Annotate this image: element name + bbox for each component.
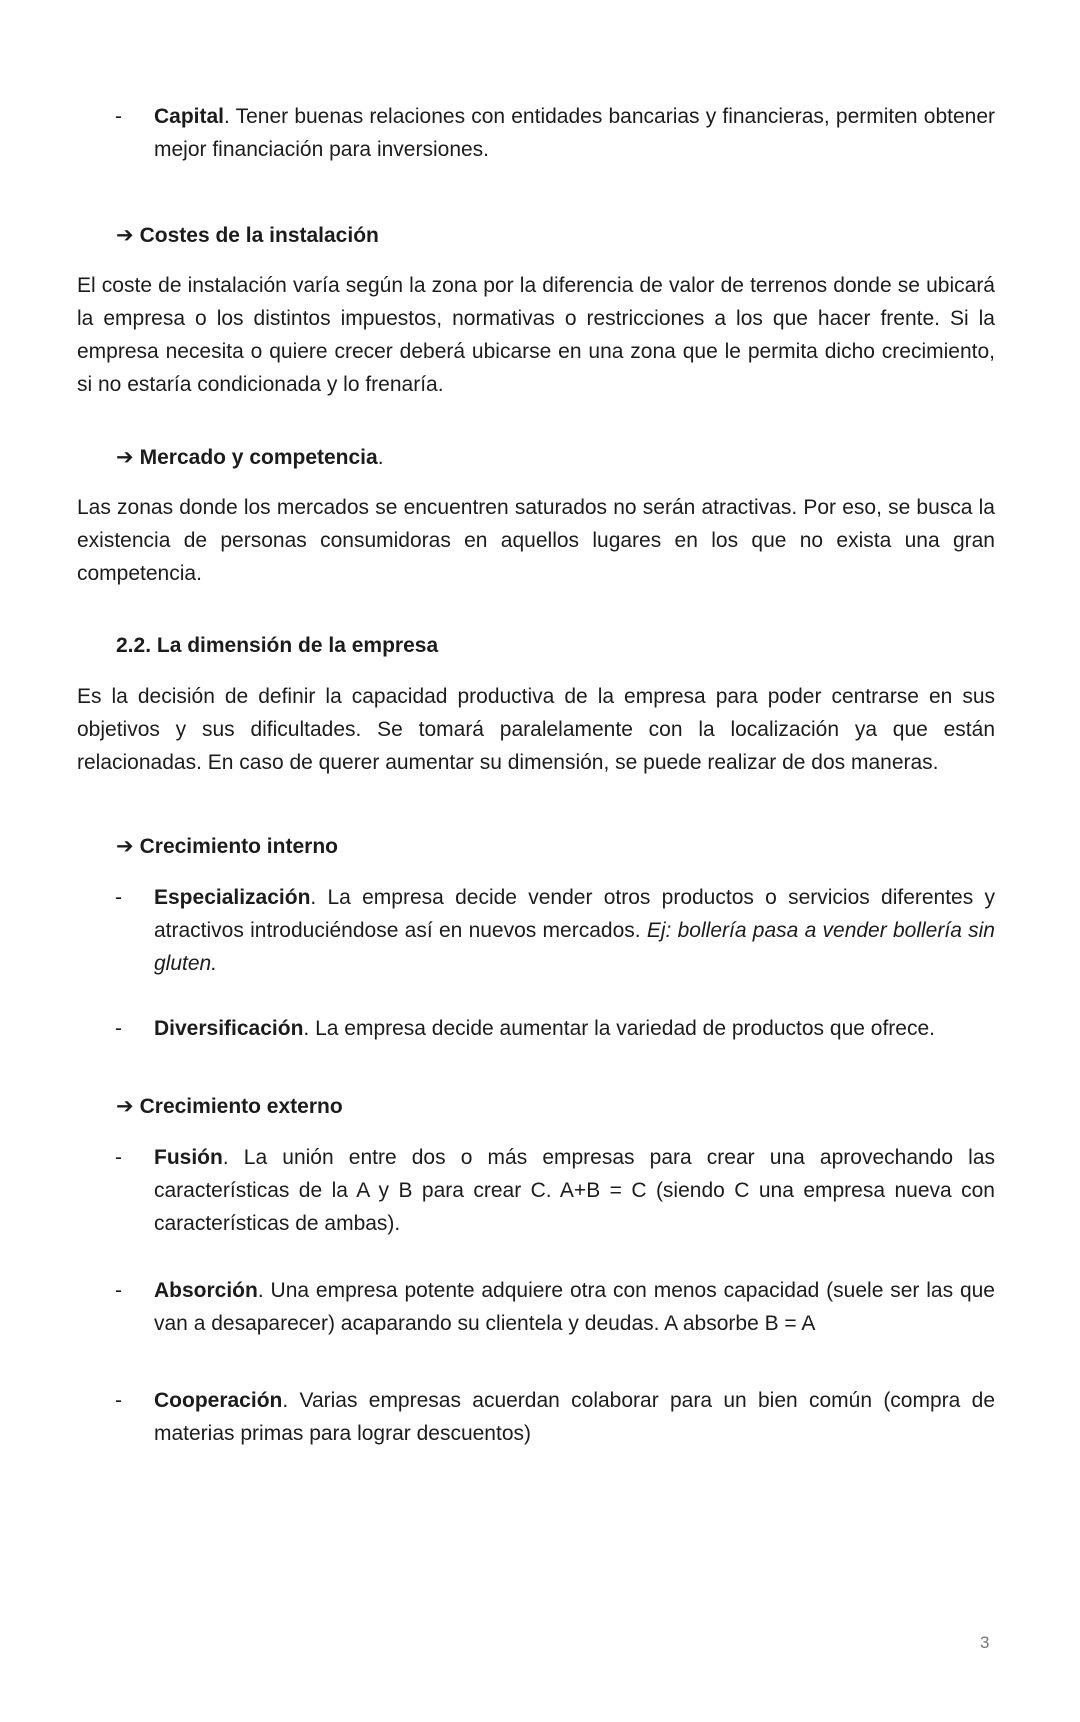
especializacion-example: Ej: bollería pasa a vender bollería sin gluten. [154, 919, 995, 975]
bullet-dash: - [115, 1017, 122, 1040]
term-absorcion: Absorción [154, 1279, 258, 1302]
paragraph-dimension [77, 680, 995, 779]
section-heading-dimension-label: 2.2. La dimensión de la empresa [116, 634, 439, 657]
fusion-description: . La unión entre dos o más empresas para crear una aprovechando las características de la A y B para crear C. A+B = C (siendo C una empresa nueva con características de ambas). [154, 1146, 995, 1235]
heading-costes [116, 219, 379, 252]
list-item-capital [77, 100, 995, 166]
list-item-diversificacion [77, 1012, 995, 1045]
term-capital: Capital [154, 105, 225, 128]
heading-mercado [116, 441, 384, 474]
heading-crecimiento-interno [116, 830, 338, 863]
list-item-text [154, 881, 995, 980]
heading-externo-label: Crecimiento externo [139, 1095, 343, 1118]
arrow-icon: ➔ [116, 1095, 134, 1118]
paragraph-costes-text: El coste de instalación varía según la zona por la diferencia de valor de terrenos donde se ubicará la empresa o los distintos impuestos, normativas o restricciones a los que hacer frente. Si la empresa necesita o quiere crecer deberá ubicarse en una zona que le permita dicho crecimiento, si no estaría condicionada y lo frenaría. [77, 274, 995, 396]
bullet-dash: - [115, 105, 122, 128]
term-diversificacion: Diversificación [154, 1017, 304, 1040]
heading-mercado-label: Mercado y competencia [139, 446, 378, 469]
page-number: 3 [980, 1633, 990, 1652]
heading-crecimiento-externo [116, 1090, 343, 1123]
list-item-cooperacion [77, 1384, 995, 1450]
bullet-dash: - [115, 1146, 122, 1169]
list-item-text [154, 1274, 995, 1340]
paragraph-dimension-text: Es la decisión de definir la capacidad productiva de la empresa para poder centrarse en sus objetivos y sus dificultades. Se tomará paralelamente con la localización ya que están relacionadas. En caso de querer aumentar su dimensión, se puede realizar de dos maneras. [77, 685, 995, 774]
term-cooperacion: Cooperación [154, 1389, 283, 1412]
absorcion-description: . Una empresa potente adquiere otra con menos capacidad (suele ser las que van a desaparecer) acaparando su clientela y deudas. A absorbe B = A [154, 1279, 995, 1335]
bullet-dash: - [115, 1389, 122, 1412]
bullet-dash: - [115, 1279, 122, 1302]
section-heading-dimension [116, 629, 438, 662]
list-item-text [154, 1141, 995, 1240]
arrow-icon: ➔ [116, 446, 134, 469]
heading-costes-label: Costes de la instalación [139, 224, 379, 247]
diversificacion-description: . La empresa decide aumentar la variedad de productos que ofrece. [303, 1017, 935, 1040]
list-item-text [154, 100, 995, 166]
paragraph-mercado [77, 491, 995, 590]
paragraph-mercado-text: Las zonas donde los mercados se encuentren saturados no serán atractivas. Por eso, se busca la existencia de personas consumidoras en aquellos lugares en los que no exista una gran competencia. [77, 496, 995, 585]
especializacion-description: . La empresa decide vender otros productos o servicios diferentes y atractivos introduciéndose así en nuevos mercados. [154, 886, 995, 942]
list-item-text [154, 1012, 995, 1045]
capital-description: . Tener buenas relaciones con entidades bancarias y financieras, permiten obtener mejor financiación para inversiones. [154, 105, 995, 161]
list-item-absorcion [77, 1274, 995, 1340]
list-item-text [154, 1384, 995, 1450]
cooperacion-description: . Varias empresas acuerdan colaborar para un bien común (compra de materias primas para lograr descuentos) [154, 1389, 995, 1445]
paragraph-costes [77, 269, 995, 401]
heading-mercado-suffix: . [377, 446, 384, 469]
term-especializacion: Especialización [154, 886, 311, 909]
term-fusion: Fusión [154, 1146, 223, 1169]
bullet-dash: - [115, 886, 122, 909]
list-item-fusion [77, 1141, 995, 1240]
list-item-especializacion [77, 881, 995, 980]
arrow-icon: ➔ [116, 224, 134, 247]
arrow-icon: ➔ [116, 835, 134, 858]
heading-interno-label: Crecimiento interno [139, 835, 338, 858]
